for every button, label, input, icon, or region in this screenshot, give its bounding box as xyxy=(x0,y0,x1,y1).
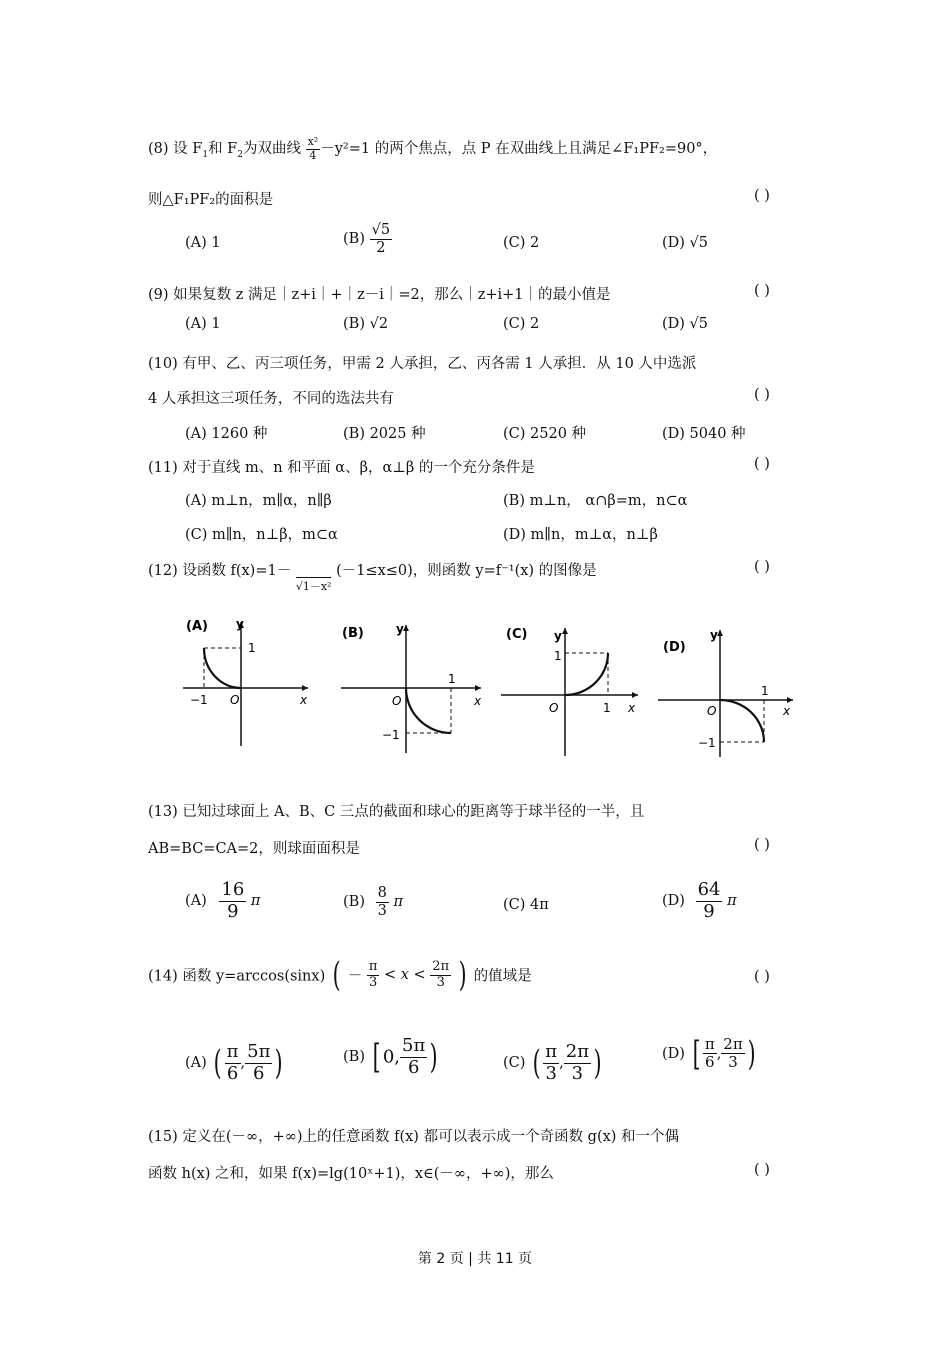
q9-answer-bracket: ( ) xyxy=(754,283,770,299)
q11-answer-bracket: ( ) xyxy=(754,456,770,472)
graph-b-label: (B) xyxy=(342,626,364,641)
q13-line1: (13) 已知过球面上 A、B、C 三点的截面和球心的距离等于球半径的一半，且 xyxy=(148,804,645,820)
svg-text:O: O xyxy=(549,701,559,715)
q8-fraction: $\frac{\text{x²}}{4}$ xyxy=(307,135,319,162)
q15-line1: (15) 定义在(－∞，+∞)上的任意函数 f(x) 都可以表示成一个奇函数 g(x) 和一个偶 xyxy=(148,1129,680,1145)
q8-line2: 则△F₁PF₂的面积是 xyxy=(148,192,274,208)
q14-option-a: (A) ( $\frac{\pi}{6}$ , $\frac{5\pi}{6}$ ) xyxy=(185,1041,284,1084)
q15-line2: 函数 h(x) 之和，如果 f(x)=lg(10ˣ+1)，x∈(－∞，+∞)，那么 xyxy=(148,1166,554,1182)
q12-graph-c xyxy=(498,618,643,758)
svg-text:O: O xyxy=(392,694,402,708)
q10-option-c: (C) 2520 种 xyxy=(503,426,587,442)
graph-c-curve xyxy=(565,653,608,695)
q10-option-b: (B) 2025 种 xyxy=(343,426,426,442)
q13-option-d: (D) $\frac{64}{9}$ π xyxy=(662,879,737,922)
graph-b-curve xyxy=(406,688,451,733)
q12-line1: (12) 设函数 f(x)=1－ √1－x² (－1≤x≤0)，则函数 y=f⁻¹(x) 的图像是 xyxy=(148,563,597,593)
q8-line1: (8) 设 $F_1$和 $F_2$为双曲线 $\frac{\text{x²}}{4}$ －y²=1 的两个焦点，点 P 在双曲线上且满足∠F₁PF₂=90°， xyxy=(148,135,718,162)
q14-option-b: (B) [ 0, $\frac{5\pi}{6}$ ) xyxy=(343,1035,438,1078)
q9-option-c: (C) 2 xyxy=(503,316,540,332)
q14-option-c: (C) ( $\frac{\pi}{3}$ , $\frac{2\pi}{3}$ ) xyxy=(503,1041,602,1084)
graph-a-curve xyxy=(204,648,241,688)
q8-option-b-fraction: $\frac{√5}{2}$ xyxy=(371,222,391,256)
svg-text:1: 1 xyxy=(554,649,562,663)
q9-option-a: (A) 1 xyxy=(185,316,221,332)
svg-text:O: O xyxy=(230,693,240,707)
svg-text:x: x xyxy=(783,704,791,718)
q9-line1: (9) 如果复数 z 满足｜z+i｜+｜z－i｜=2，那么｜z+i+1｜的最小值是 xyxy=(148,287,611,303)
graph-d-label: (D) xyxy=(663,640,686,655)
q8-option-c: (C) 2 xyxy=(503,235,540,251)
page-footer: 第 2 页 | 共 11 页 xyxy=(417,1251,533,1267)
svg-text:y: y xyxy=(396,622,404,636)
q10-option-d: (D) 5040 种 xyxy=(662,426,746,442)
q8-option-d: (D) √5 xyxy=(662,235,709,251)
q8-option-a: (A) 1 xyxy=(185,235,221,251)
q8-option-b: (B) $\frac{√5}{2}$ xyxy=(343,222,391,256)
q10-line2: 4 人承担这三项任务，不同的选法共有 xyxy=(148,391,394,407)
q9-option-d: (D) √5 xyxy=(662,316,709,332)
graph-c-label: (C) xyxy=(506,627,528,642)
q11-option-d: (D) m∥n，m⊥α，n⊥β xyxy=(503,527,658,543)
q14-option-d: (D) [ $\frac{\pi}{6}$ , $\frac{2\pi}{3}$ ) xyxy=(662,1033,756,1074)
q13-option-c: (C) 4π xyxy=(503,897,549,913)
q14-line1: (14) 函数 y=arccos(sinx) ( － $\frac{\pi}{3}$ < x < $\frac{2\pi}{3}$ ) 的值域是 xyxy=(148,955,532,995)
svg-text:x: x xyxy=(628,701,636,715)
svg-text:1: 1 xyxy=(448,672,456,686)
q11-option-b: (B) m⊥n， α∩β=m，n⊂α xyxy=(503,493,688,509)
q11-option-a: (A) m⊥n，m∥α，n∥β xyxy=(185,493,332,509)
svg-text:−1: −1 xyxy=(698,736,716,750)
q15-answer-bracket: ( ) xyxy=(754,1162,770,1178)
svg-text:x: x xyxy=(300,693,308,707)
q11-line1: (11) 对于直线 m、n 和平面 α、β，α⊥β 的一个充分条件是 xyxy=(148,460,535,476)
q8-text-d: －y²=1 的两个焦点，点 P 在双曲线上且满足∠F₁PF₂=90°， xyxy=(320,141,718,158)
q14-answer-bracket: ( ) xyxy=(754,969,770,985)
svg-text:−1: −1 xyxy=(382,728,400,742)
svg-text:y: y xyxy=(236,617,244,631)
q13-option-a: (A) $\frac{16}{9}$ π xyxy=(185,879,261,922)
q11-option-c: (C) m∥n，n⊥β，m⊂α xyxy=(185,527,338,543)
q12-sqrt: √1－x² xyxy=(296,577,332,594)
q13-line2: AB=BC=CA=2，则球面面积是 xyxy=(148,841,360,857)
q10-answer-bracket: ( ) xyxy=(754,387,770,403)
q10-line1: (10) 有甲、乙、丙三项任务，甲需 2 人承担，乙、丙各需 1 人承担．从 10 人中选派 xyxy=(148,356,697,372)
svg-text:1: 1 xyxy=(761,684,769,698)
svg-text:1: 1 xyxy=(248,641,256,655)
q8-text-c: 为双曲线 xyxy=(242,141,301,158)
q8-text-b: 和 F xyxy=(208,141,238,158)
q8-text-a: (8) 设 F xyxy=(148,141,203,158)
svg-text:y: y xyxy=(554,629,562,643)
q8-answer-bracket: ( ) xyxy=(754,188,770,204)
q10-option-a: (A) 1260 种 xyxy=(185,426,268,442)
graph-a-label: (A) xyxy=(186,619,208,634)
q12-answer-bracket: ( ) xyxy=(754,559,770,575)
q13-option-b: (B) $\frac{8}{3}$ π xyxy=(343,885,403,919)
q12-graph-a xyxy=(178,610,318,750)
q13-answer-bracket: ( ) xyxy=(754,837,770,853)
svg-text:O: O xyxy=(707,704,717,718)
q12-graph-d xyxy=(655,625,795,760)
svg-text:y: y xyxy=(710,628,718,642)
svg-text:−1: −1 xyxy=(190,693,208,707)
q12-graph-b xyxy=(336,615,486,755)
q9-option-b: (B) √2 xyxy=(343,316,389,332)
graph-d-curve xyxy=(720,700,764,742)
svg-text:1: 1 xyxy=(603,701,611,715)
svg-text:x: x xyxy=(474,694,482,708)
